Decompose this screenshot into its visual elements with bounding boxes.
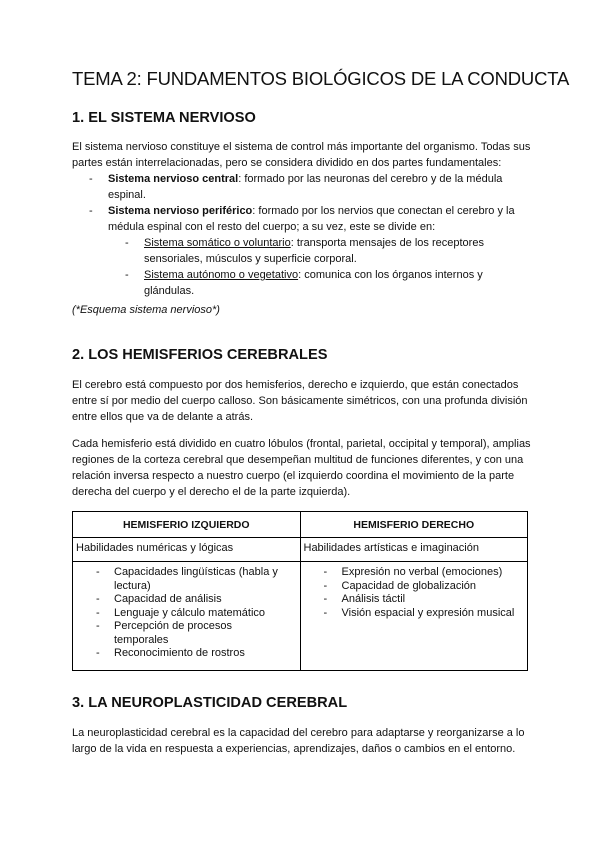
sublist-item-term: Sistema somático o voluntario xyxy=(144,237,291,249)
list-item xyxy=(72,171,532,203)
list-item-text: Lenguaje y cálculo matemático xyxy=(114,606,266,619)
left-hemisphere-header: HEMISFERIO IZQUIERDO xyxy=(73,512,301,538)
dash-bullet: - xyxy=(96,647,100,659)
peripheral-sublist xyxy=(108,235,532,299)
dash-bullet: - xyxy=(125,237,129,249)
right-abilities-list xyxy=(304,566,525,620)
dash-bullet: - xyxy=(323,593,328,605)
list-item xyxy=(76,607,289,621)
dash-bullet: - xyxy=(96,566,100,578)
list-item xyxy=(304,607,525,621)
dash-bullet: - xyxy=(96,620,100,632)
dash-bullet: - xyxy=(323,566,328,578)
dash-bullet: - xyxy=(323,579,328,592)
dash-bullet: - xyxy=(125,269,129,281)
section-2-paragraph-1: El cerebro está compuesto por dos hemisferios, derecho e izquierdo, que están conectados entre sí por medio del cuerpo calloso. Son básicamente simétricos, con una profunda división entre ellos que va de delante a atrás. xyxy=(72,379,528,423)
dash-bullet: - xyxy=(96,593,100,605)
list-item xyxy=(304,566,525,580)
dash-bullet: - xyxy=(89,205,93,217)
section-1-heading: 1. EL SISTEMA NERVIOSO xyxy=(72,110,256,126)
dash-bullet: - xyxy=(323,606,328,619)
list-item xyxy=(72,203,532,299)
dash-bullet: - xyxy=(96,606,100,619)
left-abilities-cell xyxy=(73,562,301,671)
left-summary-cell: Habilidades numéricas y lógicas xyxy=(73,538,301,562)
list-item xyxy=(304,593,525,607)
left-abilities-list xyxy=(76,566,297,661)
list-item-text: Visión espacial y expresión musical xyxy=(341,606,515,619)
table-row xyxy=(73,562,528,671)
list-item-text: : formado por los nervios que conectan el cerebro y la médula espinal con el resto del cuerpo; a su vez, este se divide en: xyxy=(108,205,515,233)
dash-bullet: - xyxy=(89,173,93,185)
sublist-item xyxy=(108,235,532,267)
list-item-term: Sistema nervioso central xyxy=(108,173,239,185)
document-title: TEMA 2: FUNDAMENTOS BIOLÓGICOS DE LA CONDUCTA xyxy=(72,68,570,89)
section-1-intro: El sistema nervioso constituye el sistema de control más importante del organismo. Todas sus partes están interrelacionadas, pero se considera dividido en dos partes fundamentales: xyxy=(72,141,531,169)
list-item xyxy=(76,647,289,661)
sublist-item-text: : comunica con los órganos internos y glándulas. xyxy=(144,269,483,297)
scheme-note: (*Esquema sistema nervioso*) xyxy=(72,304,220,316)
list-item-text: Análisis táctil xyxy=(341,593,406,605)
list-item xyxy=(304,580,525,594)
list-item-text: Reconocimiento de rostros xyxy=(114,647,245,659)
sublist-item-text: : transporta mensajes de los receptores sensoriales, músculos y superficie corporal. xyxy=(144,237,484,265)
list-item-term: Sistema nervioso periférico xyxy=(108,205,253,217)
list-item-text: Capacidades lingüísticas (habla y lectura) xyxy=(114,566,278,592)
section-3-paragraph: La neuroplasticidad cerebral es la capacidad del cerebro para adaptarse y reorganizarse a lo largo de la vida en respuesta a experiencias, aprendizajes, daños o cambios en el entorno. xyxy=(72,727,525,755)
list-item-text: : formado por las neuronas del cerebro y de la médula espinal. xyxy=(108,173,503,201)
list-item xyxy=(76,593,289,607)
right-hemisphere-header: HEMISFERIO DERECHO xyxy=(300,512,528,538)
table-row xyxy=(73,538,528,562)
sublist-item-term: Sistema autónomo o vegetativo xyxy=(144,269,299,281)
right-abilities-cell xyxy=(300,562,528,671)
hemispheres-table xyxy=(72,511,528,671)
section-2-heading: 2. LOS HEMISFERIOS CEREBRALES xyxy=(72,347,328,363)
list-item xyxy=(76,566,289,593)
nervous-system-list xyxy=(72,171,532,299)
list-item xyxy=(76,620,289,647)
right-summary-cell: Habilidades artísticas e imaginación xyxy=(300,538,528,562)
list-item-text: Expresión no verbal (emociones) xyxy=(341,566,503,578)
sublist-item xyxy=(108,267,532,299)
section-2-paragraph-2: Cada hemisferio está dividido en cuatro lóbulos (frontal, parietal, occipital y temporal), amplias regiones de la corteza cerebral que desempeñan multitud de funciones diferentes, y con una relación inversa respecto a nuestro cuerpo (el izquierdo coordina el movimiento de la parte derecha del cuerpo y el derecho el de la parte izquierda). xyxy=(72,438,531,498)
list-item-text: Percepción de procesos temporales xyxy=(114,620,233,646)
list-item-text: Capacidad de globalización xyxy=(341,579,477,592)
section-3-heading: 3. LA NEUROPLASTICIDAD CEREBRAL xyxy=(72,695,348,711)
table-header-row xyxy=(73,512,528,538)
list-item-text: Capacidad de análisis xyxy=(114,593,222,605)
